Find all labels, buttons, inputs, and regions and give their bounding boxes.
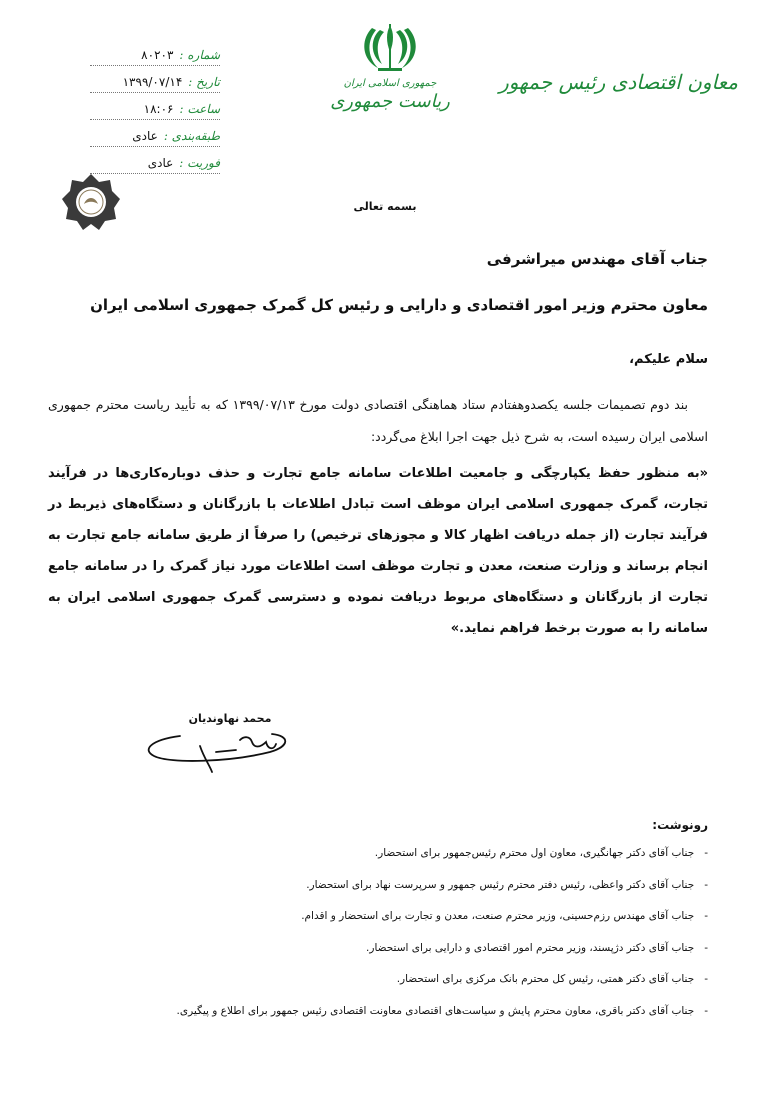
presidency-emblem-block [330, 22, 450, 112]
cc-item [48, 838, 708, 870]
meta-value: ۸۰۲۰۳ [141, 48, 174, 62]
cc-item [48, 996, 708, 1028]
cc-list [48, 838, 708, 1027]
meta-value: عادی [147, 156, 174, 170]
meta-label: شماره : [179, 48, 220, 62]
meta-row-urgency [90, 148, 220, 174]
recipient-block [48, 250, 708, 314]
office-title: معاون اقتصادی رئیس جمهور [499, 70, 738, 94]
meta-label: طبقه‌بندی : [163, 129, 220, 143]
cc-item [48, 964, 708, 996]
cc-dash: - [704, 847, 708, 859]
cc-item-text: جناب آقای دکتر واعظی، رئیس دفتر محترم رئیس جمهور و سرپرست نهاد برای استحضار. [306, 878, 695, 891]
seal-icon [60, 172, 122, 234]
recipient-title: معاون محترم وزیر امور اقتصادی و دارایی و رئیس کل گمرک جمهوری اسلامی ایران [90, 296, 708, 314]
cc-dash: - [704, 941, 708, 954]
meta-label: ساعت : [179, 102, 220, 116]
meta-value: عادی [132, 129, 158, 143]
cc-item [48, 901, 708, 933]
meta-value: ۱۳۹۹/۰۷/۱۴ [122, 75, 183, 89]
meta-row-classification [90, 121, 220, 147]
meta-row-number [90, 40, 220, 66]
meta-row-time [90, 94, 220, 120]
greeting: سلام علیکم، [629, 352, 708, 367]
cc-item-text: جناب آقای مهندس رزم‌حسینی، وزیر محترم صنعت، معدن و تجارت برای استحضار و اقدام. [301, 910, 695, 922]
intro-paragraph: بند دوم تصمیمات جلسه یکصدوهفتادم ستاد هماهنگی اقتصادی دولت مورخ ۱۳۹۹/۰۷/۱۳ که به تأیید ریاست محترم جمهوری اسلامی ایران رسیده است، به شرح ذیل جهت اجرا ابلاغ می‌گردد: [48, 397, 708, 444]
cc-item [48, 933, 708, 965]
iran-emblem-icon [362, 22, 418, 74]
cc-dash: - [704, 973, 708, 985]
basmala: بسمه تعالی [353, 200, 417, 213]
letter-meta [80, 40, 220, 175]
meta-label: تاریخ : [188, 75, 220, 89]
cc-item-text: جناب آقای دکتر همتی، رئیس کل محترم بانک مرکزی برای استحضار. [396, 973, 695, 985]
emblem-caption-republic: جمهوری اسلامی ایران [343, 78, 437, 89]
meta-value: ۱۸:۰۶ [143, 102, 174, 116]
signer-name: محمد نهاوندیان [188, 712, 272, 725]
decision-quote-paragraph: «به منظور حفظ یکپارچگی و جامعیت اطلاعات سامانه جامع تجارت و حذف دوباره‌کاری‌ها در فرآیند تجارت، گمرک جمهوری اسلامی ایران موظف است تبادل اطلاعات با بازرگانان و دستگاه‌های ذیربط در فرآیند تجارت (از جمله دریافت اظهار کالا و مجوزهای ترخیص) را صرفاً از طریق سامانه جامع تجارت به انجام برساند و وزارت صنعت، معدن و تجارت موظف است اطلاعات مورد نیاز گمرک را در سامانه جامع تجارت از بازرگانان و دستگاه‌های مربوط دریافت نموده و دسترسی گمرک جمهوری اسلامی ایران به سامانه را به صورت برخط فراهم نماید.» [48, 466, 708, 636]
cc-item-text: جناب آقای دکتر باقری، معاون محترم پایش و سیاست‌های اقتصادی معاونت اقتصادی رئیس جمهور برای اطلاع و پیگیری. [176, 1004, 695, 1017]
emblem-caption-presidency: ریاست جمهوری [330, 91, 450, 112]
cc-item-text: جناب آقای دکتر دژپسند، وزیر محترم امور اقتصادی و دارایی برای استحضار. [366, 941, 695, 954]
meta-label: فوریت : [179, 156, 220, 170]
cc-item-text: جناب آقای دکتر جهانگیری، معاون اول محترم رئیس‌جمهور برای استحضار. [374, 847, 695, 859]
cc-dash: - [704, 910, 708, 922]
meta-row-date [90, 67, 220, 93]
recipient-name: جناب آقای مهندس میراشرفی [486, 250, 708, 268]
cc-item [48, 870, 708, 902]
cc-dash: - [704, 1004, 708, 1017]
cc-dash: - [704, 878, 708, 891]
cc-title: رونوشت: [652, 818, 708, 832]
